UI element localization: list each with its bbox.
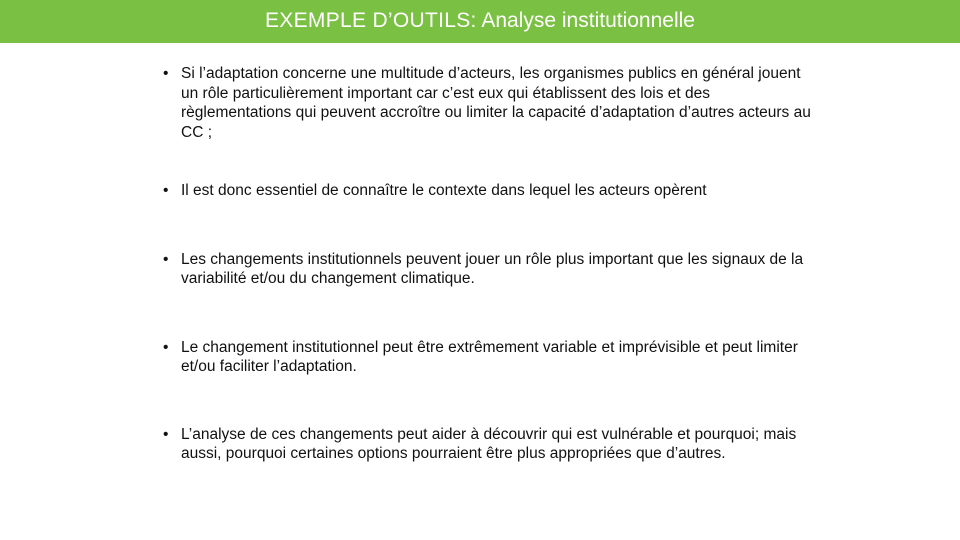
title-topic: Analyse institutionnelle <box>481 9 695 32</box>
bullet-text: Les changements institutionnels peuvent jouer un rôle plus important que les signaux de la variabilité et/ou du changement climatique. <box>181 250 804 287</box>
bullet-icon: • <box>163 338 169 356</box>
bullet-text: L’analyse de ces changements peut aider à découvrir qui est vulnérable et pourquoi; mais aussi, pourquoi certaines options pourraient être plus appropriées que d’autres. <box>181 425 797 462</box>
header-bar <box>0 0 960 43</box>
bullet-icon: • <box>163 250 169 268</box>
bullet-text: Le changement institutionnel peut être extrêmement variable et imprévisible et peut limiter et/ou faciliter l’adaptation. <box>181 338 798 375</box>
bullet-icon: • <box>163 65 169 82</box>
bullet-item <box>163 425 813 464</box>
bullet-item <box>163 64 813 142</box>
bullet-icon: • <box>163 182 169 199</box>
bullet-icon: • <box>163 425 169 443</box>
bullet-text: Il est donc essentiel de connaître le contexte dans lequel les acteurs opèrent <box>181 182 707 199</box>
bullet-item <box>163 338 813 377</box>
bullet-text: Si l’adaptation concerne une multitude d’acteurs, les organismes publics en général jouent un rôle particulièrement important car c’est eux qui établissent des lois et des règlementations qui peuvent accroître ou limiter la capacité d’adaptation d’autres acteurs au CC ; <box>181 65 811 141</box>
bullet-item <box>163 181 813 201</box>
title-prefix: EXEMPLE D’OUTILS: <box>265 9 477 32</box>
bullet-item <box>163 250 813 289</box>
slide-title <box>265 10 695 31</box>
bullet-list <box>163 64 813 464</box>
